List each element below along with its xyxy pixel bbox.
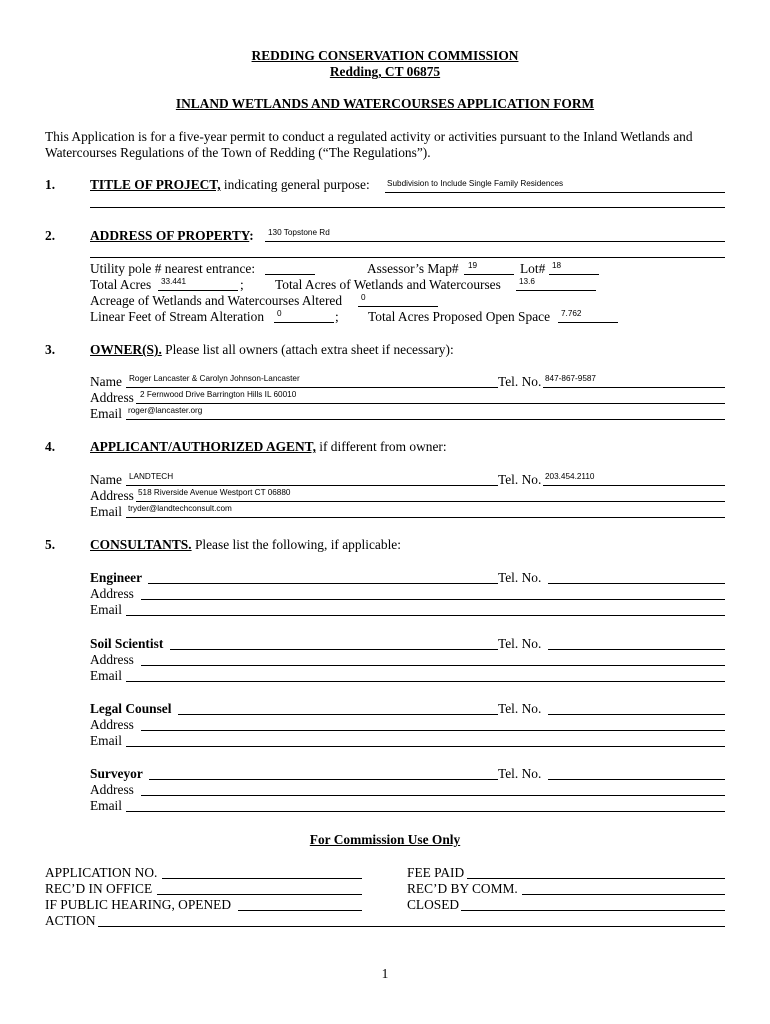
property-address-field[interactable] [265,227,725,242]
section-2-heading: ADDRESS OF PROPERTY [90,228,250,243]
form-title: INLAND WETLANDS AND WATERCOURSES APPLICATION FORM [175,96,595,111]
section-4-heading: APPLICANT/AUTHORIZED AGENT, [90,439,316,454]
owner-name-field[interactable] [126,373,498,388]
application-no-label: APPLICATION NO. [45,865,158,880]
section-3-title [90,342,454,358]
stream-alteration-value: 0 [277,309,282,318]
open-space-field[interactable] [558,308,618,323]
lot-field[interactable] [549,260,599,275]
owner-email-value: roger@lancaster.org [128,406,203,415]
owner-email-field[interactable] [126,405,725,420]
commission-use-heading: For Commission Use Only [309,832,461,847]
recd-in-office-field[interactable] [157,880,362,895]
applicant-address-field[interactable] [136,487,725,502]
section-3-instructions: Please list all owners (attach extra sheet if necessary): [161,342,454,357]
soil-scientist-email-label: Email [90,668,122,683]
assessor-map-field[interactable] [464,260,514,275]
section-4-instructions: if different from owner: [315,439,447,454]
intro-text-line1: This Application is for a five-year permit to conduct a regulated activity or activities pursuant to the Inland Wetlands and [45,129,693,144]
total-acres-value: 33.441 [161,277,187,286]
stream-alteration-label: Linear Feet of Stream Alteration [90,309,265,324]
application-no-field[interactable] [162,864,362,879]
closed-label: CLOSED [407,897,460,912]
acreage-altered-label: Acreage of Wetlands and Watercourses Altered [90,293,343,308]
surveyor-tel-label: Tel. No. [498,766,542,781]
section-1-instructions: indicating general purpose: [220,177,370,192]
stream-alteration-semicolon: ; [335,309,339,324]
section-3-heading: OWNER(S). [90,342,162,357]
section-3-number: 3. [45,342,56,357]
legal-counsel-name-field[interactable] [178,700,498,715]
engineer-label: Engineer [90,570,143,585]
soil-scientist-label: Soil Scientist [90,636,164,651]
acreage-altered-value: 0 [361,293,366,302]
open-space-label: Total Acres Proposed Open Space [368,309,551,324]
page-number: 1 [381,966,389,981]
wetlands-acres-field[interactable] [516,276,596,291]
engineer-tel-label: Tel. No. [498,570,542,585]
engineer-name-field[interactable] [148,569,498,584]
legal-counsel-email-field[interactable] [126,732,725,747]
surveyor-email-label: Email [90,798,122,813]
legal-counsel-address-label: Address [90,717,134,732]
owner-name-label: Name [90,374,122,389]
recd-in-office-label: REC’D IN OFFICE [45,881,153,896]
property-address-value: 130 Topstone Rd [268,228,330,237]
owner-address-label: Address [90,390,134,405]
soil-scientist-tel-label: Tel. No. [498,636,542,651]
fee-paid-field[interactable] [467,864,725,879]
surveyor-name-field[interactable] [149,765,498,780]
property-address-field-line2[interactable] [90,243,725,258]
engineer-address-label: Address [90,586,134,601]
action-field[interactable] [98,912,725,927]
lot-value: 18 [552,261,562,270]
project-title-value: Subdivision to Include Single Family Residences [387,179,564,188]
soil-scientist-address-label: Address [90,652,134,667]
section-2-title [90,228,254,244]
project-title-field-line2[interactable] [90,193,725,208]
applicant-name-label: Name [90,472,122,487]
org-location: Redding, CT 06875 [329,64,441,79]
soil-scientist-tel-field[interactable] [548,635,725,650]
assessor-map-label: Assessor’s Map# [367,261,459,276]
section-2-number: 2. [45,228,56,243]
engineer-email-label: Email [90,602,122,617]
stream-alteration-field[interactable] [274,308,334,323]
applicant-name-value: LANDTECH [129,472,174,481]
soil-scientist-email-field[interactable] [126,667,725,682]
open-space-value: 7.762 [561,309,582,318]
acreage-altered-field[interactable] [358,292,438,307]
action-label: ACTION [45,913,96,928]
legal-counsel-tel-field[interactable] [548,700,725,715]
section-2-colon: : [249,228,254,243]
owner-tel-value: 847-867-9587 [545,374,596,383]
surveyor-address-label: Address [90,782,134,797]
fee-paid-label: FEE PAID [407,865,465,880]
owner-name-value: Roger Lancaster & Carolyn Johnson-Lancaster [129,374,300,383]
owner-address-field[interactable] [136,389,725,404]
owner-tel-label: Tel. No. [498,374,542,389]
utility-pole-label: Utility pole # nearest entrance: [90,261,256,276]
soil-scientist-address-field[interactable] [141,651,725,666]
total-acres-field[interactable] [158,276,238,291]
owner-tel-field[interactable] [543,373,725,388]
legal-counsel-tel-label: Tel. No. [498,701,542,716]
wetlands-acres-value: 13.6 [519,277,535,286]
legal-counsel-email-label: Email [90,733,122,748]
intro-text-line2: Watercourses Regulations of the Town of Redding (“The Regulations”). [45,145,431,160]
section-5-title [90,537,401,553]
public-hearing-label: IF PUBLIC HEARING, OPENED [45,897,231,912]
soil-scientist-name-field[interactable] [170,635,498,650]
recd-by-comm-field[interactable] [522,880,725,895]
applicant-tel-value: 203.454.2110 [545,472,595,481]
recd-by-comm-label: REC’D BY COMM. [407,881,518,896]
owner-email-label: Email [90,406,122,421]
assessor-map-value: 19 [468,261,478,270]
surveyor-tel-field[interactable] [548,765,725,780]
lot-label: Lot# [520,261,546,276]
surveyor-label: Surveyor [90,766,143,781]
org-name: REDDING CONSERVATION COMMISSION [251,48,519,63]
section-5-instructions: Please list the following, if applicable: [191,537,401,552]
applicant-email-label: Email [90,504,122,519]
engineer-address-field[interactable] [141,585,725,600]
public-hearing-field[interactable] [238,896,362,911]
owner-address-value: 2 Fernwood Drive Barrington Hills IL 60010 [140,390,297,399]
section-4-title [90,439,447,455]
section-1-number: 1. [45,177,56,192]
section-1-heading: TITLE OF PROJECT, [90,177,221,192]
engineer-tel-field[interactable] [548,569,725,584]
applicant-address-label: Address [90,488,134,503]
wetlands-acres-label: Total Acres of Wetlands and Watercourses [275,277,501,292]
applicant-name-field[interactable] [126,471,498,486]
applicant-address-value: 518 Riverside Avenue Westport CT 06880 [138,488,291,497]
surveyor-address-field[interactable] [141,781,725,796]
project-title-field[interactable] [385,178,725,193]
legal-counsel-label: Legal Counsel [90,701,172,716]
engineer-email-field[interactable] [126,601,725,616]
applicant-tel-label: Tel. No. [498,472,542,487]
total-acres-label: Total Acres [90,277,152,292]
utility-pole-field[interactable] [265,260,315,275]
section-1-title [90,177,370,193]
section-4-number: 4. [45,439,56,454]
applicant-email-value: tryder@landtechconsult.com [128,504,232,513]
closed-field[interactable] [461,896,725,911]
legal-counsel-address-field[interactable] [141,716,725,731]
section-5-heading: CONSULTANTS. [90,537,192,552]
section-5-number: 5. [45,537,56,552]
applicant-email-field[interactable] [126,503,725,518]
surveyor-email-field[interactable] [126,797,725,812]
total-acres-semicolon: ; [240,277,244,292]
applicant-tel-field[interactable] [543,471,725,486]
